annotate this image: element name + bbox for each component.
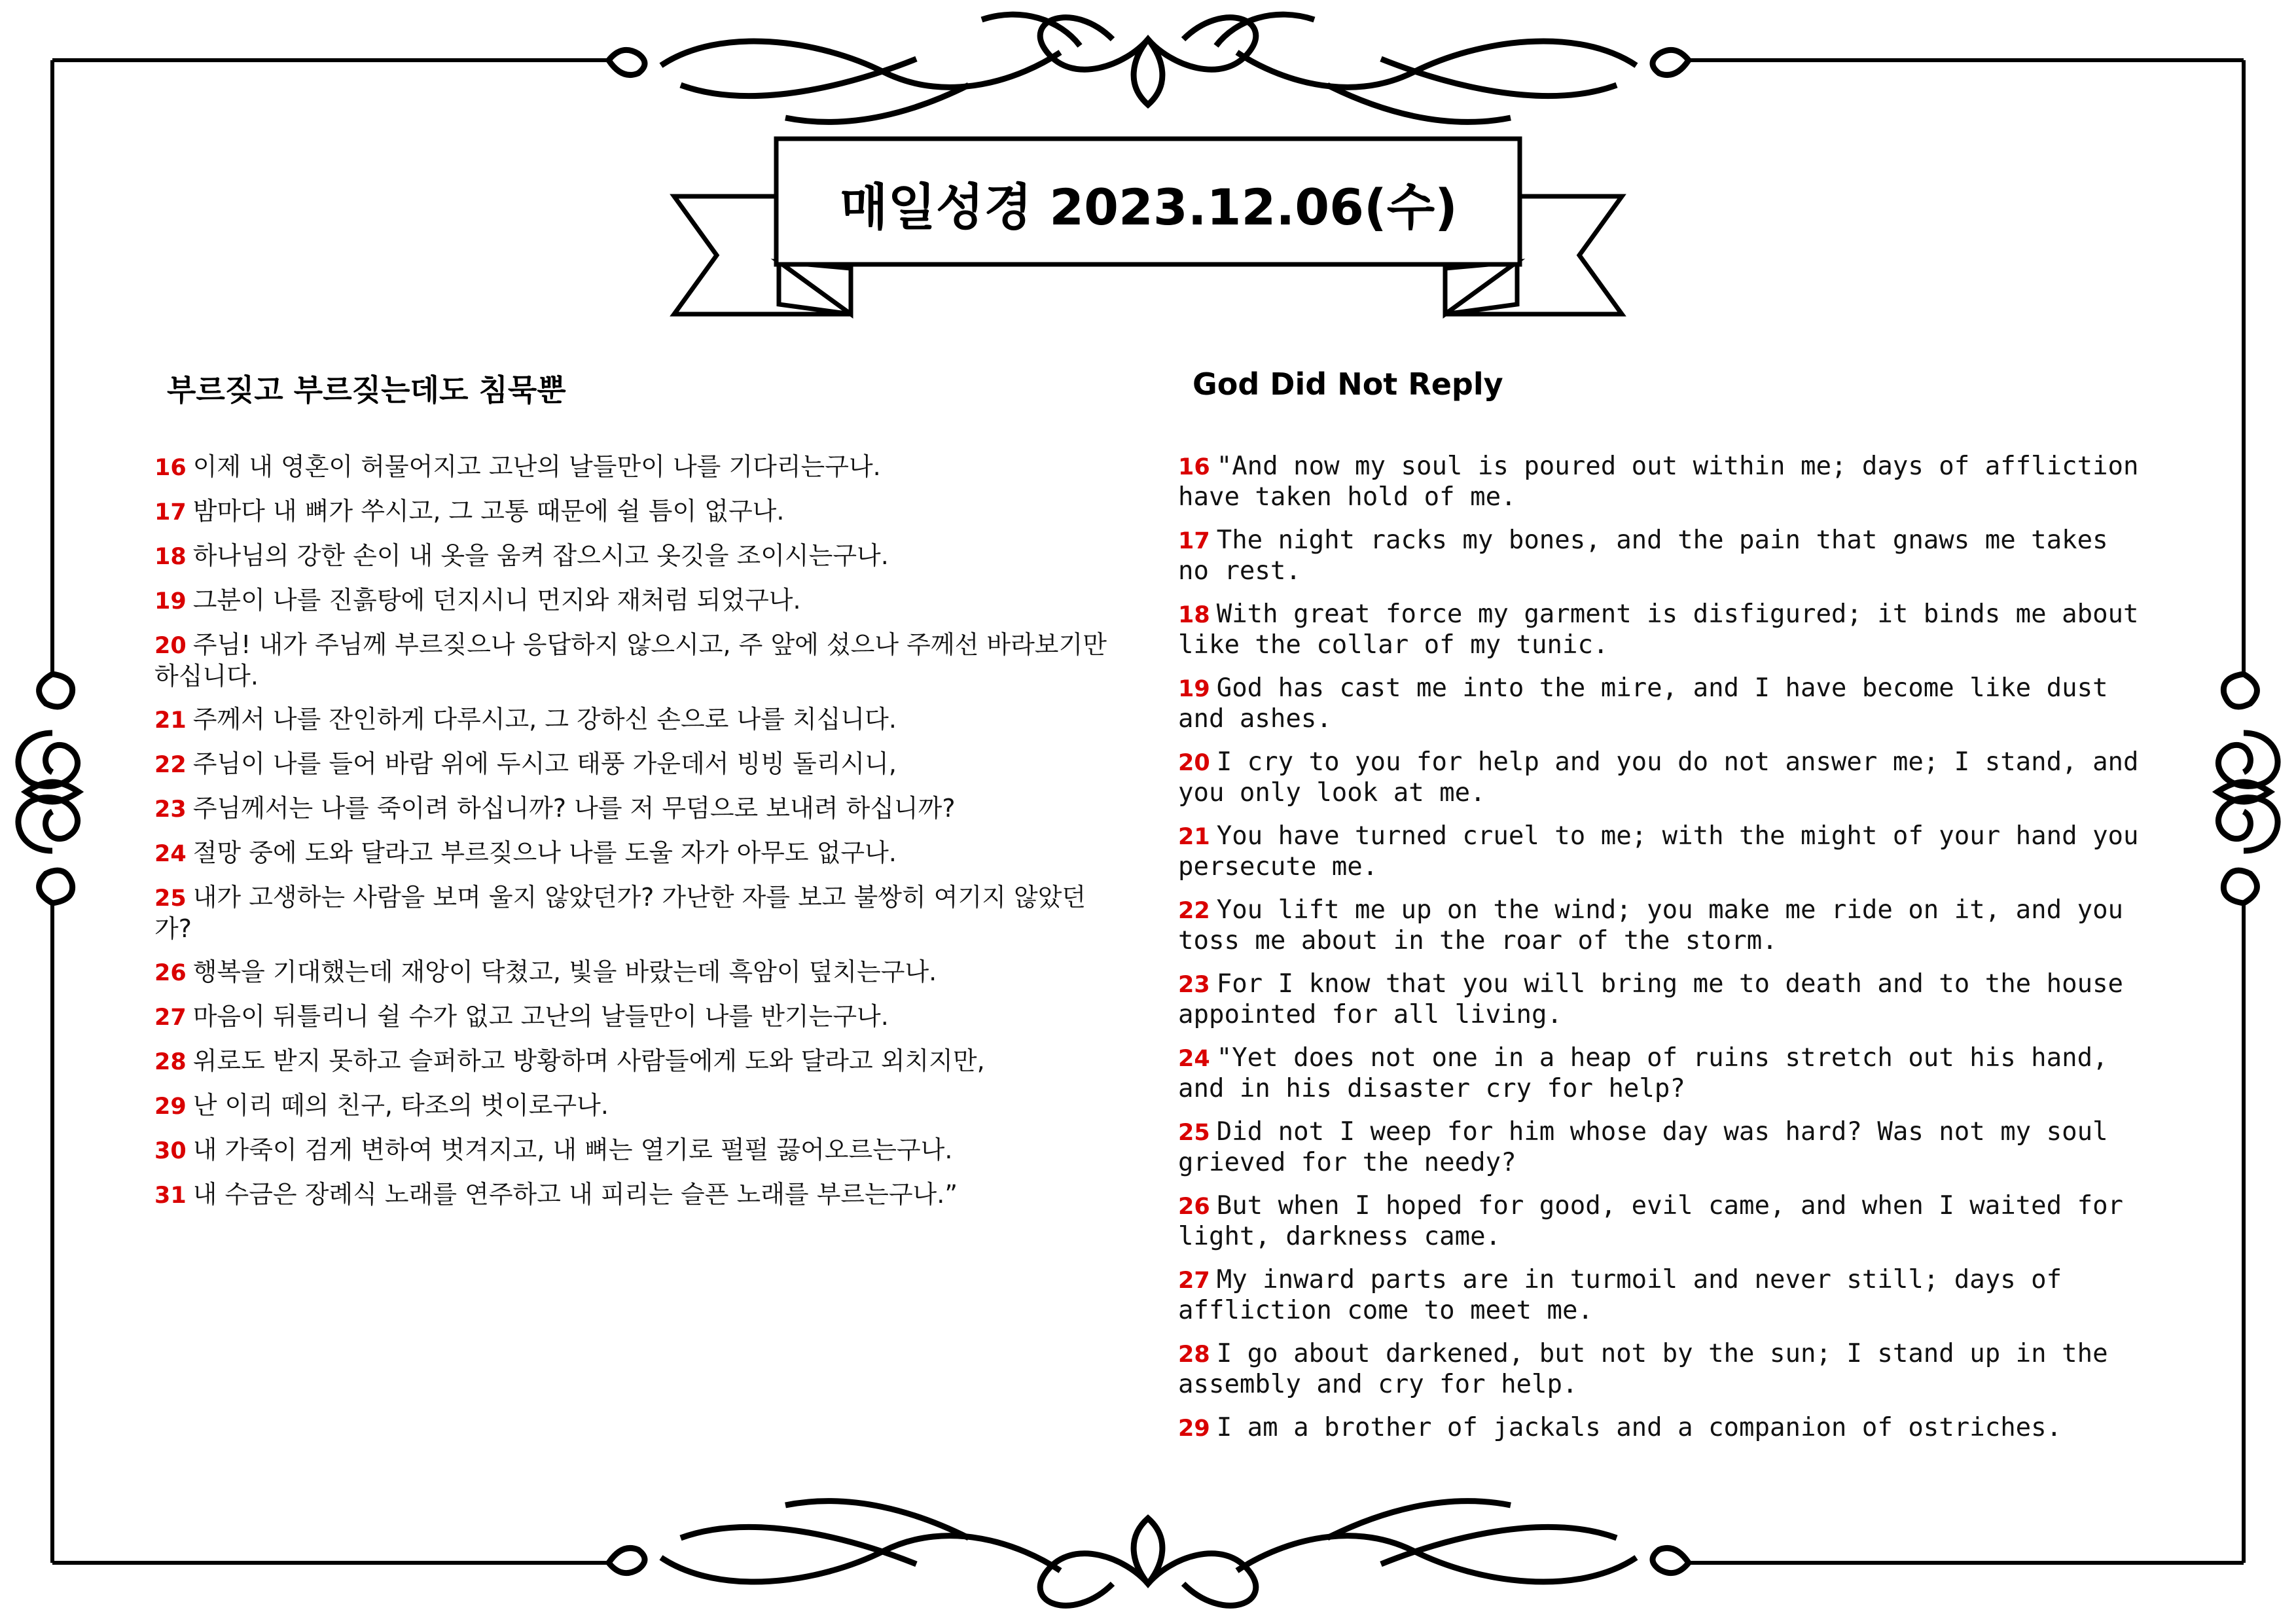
verse-text: For I know that you will bring me to death and to the house appointed for all living.	[1178, 969, 2124, 1029]
verse	[1178, 1117, 2147, 1178]
verse-number: 20	[154, 633, 187, 659]
verse-text: 주께서 나를 잔인하게 다루시고, 그 강하신 손으로 나를 치십니다.	[192, 705, 897, 734]
verse-number: 23	[154, 796, 187, 823]
verse-text: 하나님의 강한 손이 내 옷을 움켜 잡으시고 옷깃을 조이시는구나.	[192, 541, 889, 570]
verse-number: 16	[154, 455, 187, 481]
verse	[1178, 821, 2147, 882]
verse	[154, 1179, 1117, 1211]
verse-number: 24	[154, 841, 187, 867]
verse-number: 24	[1178, 1046, 1210, 1072]
verse	[154, 793, 1117, 825]
verse-text: 주님이 나를 들어 바람 위에 두시고 태풍 가운데서 빙빙 돌리시니,	[192, 749, 897, 778]
verse	[154, 1090, 1117, 1122]
verse-text: You lift me up on the wind; you make me ride on it, and you toss me about in the roar of the storm.	[1178, 895, 2124, 955]
verse	[154, 882, 1117, 944]
verse	[154, 1046, 1117, 1077]
verse-number: 17	[154, 499, 187, 526]
english-heading: God Did Not Reply	[1193, 366, 1503, 402]
verse	[154, 957, 1117, 988]
verse-number: 31	[154, 1183, 187, 1209]
verse-number: 18	[154, 544, 187, 570]
verse	[1178, 1339, 2147, 1400]
verse	[1178, 599, 2147, 660]
verse	[1178, 1265, 2147, 1326]
verse	[154, 838, 1117, 869]
verse	[1178, 673, 2147, 734]
verse-number: 19	[1178, 676, 1210, 702]
verse	[154, 1135, 1117, 1166]
verse-number: 21	[154, 707, 187, 734]
verse-text: But when I hoped for good, evil came, and when I waited for light, darkness came.	[1178, 1191, 2124, 1251]
verse-text: 밤마다 내 뼈가 쑤시고, 그 고통 때문에 쉴 틈이 없구나.	[192, 497, 785, 526]
verse-text: 위로도 받지 못하고 슬퍼하고 방황하며 사람들에게 도와 달라고 외치지만,	[192, 1046, 985, 1075]
left-ornament	[18, 674, 79, 903]
page-title: 매일성경 2023.12.06(수)	[840, 177, 1458, 236]
verse-number: 26	[1178, 1194, 1210, 1220]
verse-text: 주님! 내가 주님께 부르짖으나 응답하지 않으시고, 주 앞에 섰으나 주께선 바라보기만 하십니다.	[154, 630, 1107, 690]
verse-text: With great force my garment is disfigured; it binds me about like the collar of my tunic.	[1178, 599, 2139, 660]
verse-number: 27	[1178, 1268, 1210, 1294]
verse-text: You have turned cruel to me; with the might of your hand you persecute me.	[1178, 821, 2139, 882]
verse-text: 내가 고생하는 사람을 보며 울지 않았던가? 가난한 자를 보고 불쌍히 여기지 않았던가?	[154, 883, 1086, 943]
verse	[1178, 452, 2147, 512]
verse	[1178, 895, 2147, 956]
verse	[154, 1001, 1117, 1033]
verse	[1178, 526, 2147, 586]
bottom-ornament	[609, 1501, 1689, 1606]
verse-text: I am a brother of jackals and a companion of ostriches.	[1216, 1413, 2062, 1442]
verse-number: 28	[154, 1049, 187, 1075]
verse	[154, 452, 1117, 483]
verse	[1178, 1413, 2147, 1444]
verse-text: 마음이 뒤틀리니 쉴 수가 없고 고난의 날들만이 나를 반기는구나.	[192, 1002, 889, 1031]
verse-number: 19	[154, 588, 187, 615]
verse-text: 주님께서는 나를 죽이려 하십니까? 나를 저 무덤으로 보내려 하십니까?	[192, 794, 956, 823]
verse-text: 난 이리 떼의 친구, 타조의 벗이로구나.	[192, 1091, 609, 1120]
verse-text: I go about darkened, but not by the sun; I stand up in the assembly and cry for help.	[1178, 1339, 2108, 1399]
verse-text: My inward parts are in turmoil and never still; days of affliction come to meet me.	[1178, 1265, 2062, 1325]
verse-number: 29	[1178, 1416, 1210, 1442]
verse-text: 내 수금은 장례식 노래를 연주하고 내 피리는 슬픈 노래를 부르는구나.”	[192, 1180, 958, 1209]
verse	[154, 749, 1117, 780]
korean-heading: 부르짖고 부르짖는데도 침묵뿐	[167, 372, 566, 408]
verse	[1178, 1191, 2147, 1252]
verse-text: 절망 중에 도와 달라고 부르짖으나 나를 도울 자가 아무도 없구나.	[192, 838, 897, 867]
verse-number: 30	[154, 1138, 187, 1164]
verse	[1178, 969, 2147, 1030]
korean-verses	[154, 452, 1117, 1224]
verse-number: 25	[1178, 1120, 1210, 1146]
verse	[1178, 1043, 2147, 1104]
english-verses	[1178, 452, 2147, 1457]
verse-text: I cry to you for help and you do not answer me; I stand, and you only look at me.	[1178, 747, 2139, 808]
verse	[154, 541, 1117, 572]
verse	[1178, 747, 2147, 808]
verse-text: The night racks my bones, and the pain that gnaws me takes no rest.	[1178, 526, 2108, 586]
verse-number: 23	[1178, 972, 1210, 998]
verse-number: 18	[1178, 602, 1210, 628]
verse-number: 17	[1178, 528, 1210, 554]
verse-number: 22	[154, 752, 187, 778]
verse-text: "Yet does not one in a heap of ruins stretch out his hand, and in his disaster cry for help?	[1178, 1043, 2108, 1103]
verse-text: Did not I weep for him whose day was hard? Was not my soul grieved for the needy?	[1178, 1117, 2108, 1177]
verse-text: 행복을 기대했는데 재앙이 닥쳤고, 빛을 바랐는데 흑암이 덮치는구나.	[192, 957, 937, 986]
verse-text: God has cast me into the mire, and I have become like dust and ashes.	[1178, 673, 2108, 734]
verse-number: 28	[1178, 1342, 1210, 1368]
verse	[154, 704, 1117, 736]
verse	[154, 496, 1117, 527]
verse-number: 16	[1178, 454, 1210, 480]
verse-text: 내 가죽이 검게 변하여 벗겨지고, 내 뼈는 열기로 펄펄 끓어오르는구나.	[192, 1135, 953, 1164]
verse-number: 25	[154, 885, 187, 912]
top-ornament	[609, 14, 1689, 122]
verse-number: 29	[154, 1094, 187, 1120]
verse	[154, 585, 1117, 616]
verse-text: "And now my soul is poured out within me; days of affliction have taken hold of me.	[1178, 452, 2139, 512]
verse	[154, 630, 1117, 691]
verse-number: 27	[154, 1005, 187, 1031]
right-ornament	[2217, 674, 2278, 903]
verse-number: 20	[1178, 750, 1210, 776]
verse-text: 그분이 나를 진흙탕에 던지시니 먼지와 재처럼 되었구나.	[192, 586, 801, 615]
verse-number: 22	[1178, 898, 1210, 924]
verse-text: 이제 내 영혼이 허물어지고 고난의 날들만이 나를 기다리는구나.	[192, 452, 881, 481]
verse-number: 26	[154, 960, 187, 986]
verse-number: 21	[1178, 824, 1210, 850]
